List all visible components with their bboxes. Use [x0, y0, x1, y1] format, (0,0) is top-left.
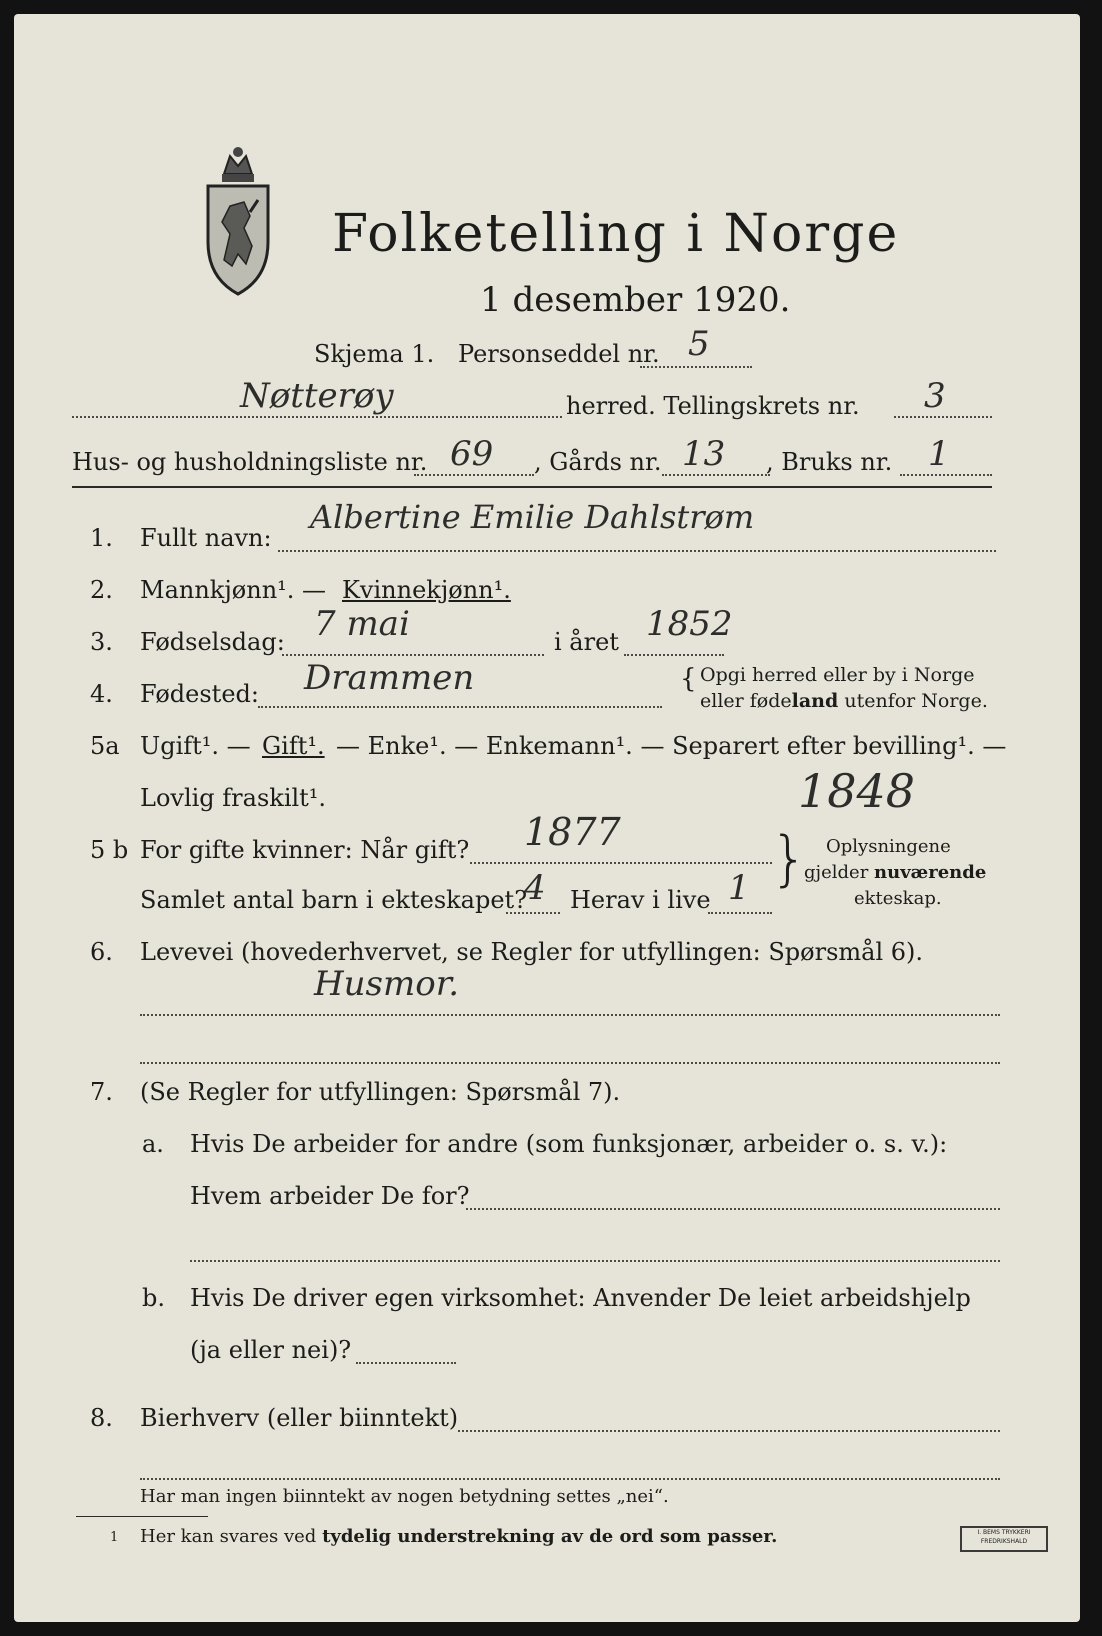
q4-label: Fødested: — [140, 680, 259, 708]
q5a-annotation: 1848 — [798, 764, 916, 818]
q7a-text: Hvis De arbeider for andre (som funksjonær, arbeider o. s. v.): — [190, 1130, 948, 1158]
bruks-number: 1 — [928, 434, 950, 474]
herred-label: herred. Tellingskrets nr. — [566, 392, 860, 420]
q7-label: (Se Regler for utfyllingen: Spørsmål 7). — [140, 1078, 621, 1106]
q7b-line — [356, 1362, 456, 1364]
hus-line — [414, 474, 534, 476]
footnote-text-part-b: tydelig understrekning av de ord som passer. — [322, 1526, 778, 1547]
q6-line1 — [140, 1014, 1000, 1016]
q4-note-part-a: eller føde — [700, 690, 792, 712]
norway-coat-of-arms-icon — [200, 142, 276, 298]
q5a-number: 5a — [90, 732, 120, 760]
header-divider — [72, 486, 992, 488]
footnote-text-part-a: Her kan svares ved — [140, 1526, 323, 1547]
q4-note-line1: Opgi herred eller by i Norge — [700, 664, 975, 686]
herred-line — [72, 416, 562, 418]
q5a-married: Gift¹. — [262, 732, 325, 760]
q8-number: 8. — [90, 1404, 113, 1432]
gards-number: 13 — [682, 434, 726, 474]
q5b-married-when-label: For gifte kvinner: Når gift? — [140, 836, 470, 864]
census-form-sheet — [14, 14, 1080, 1622]
footnote-text — [140, 1526, 777, 1547]
personseddel-label: Personseddel nr. — [458, 340, 660, 368]
tellingskrets-number: 3 — [924, 376, 946, 416]
q7b-text2: (ja eller nei)? — [190, 1336, 352, 1364]
occupation-value: Husmor. — [314, 964, 460, 1004]
hus-number: 69 — [450, 434, 494, 474]
q5b-note-part-a: gjelder — [804, 862, 869, 883]
q5b-note-part-b: nuværende — [874, 862, 987, 883]
married-year-value: 1877 — [524, 810, 621, 854]
q3-year-line — [624, 654, 724, 656]
census-date: 1 desember 1920. — [480, 280, 791, 320]
q7a-letter: a. — [142, 1130, 164, 1158]
gards-line — [662, 474, 770, 476]
q3-line — [282, 654, 544, 656]
q8-label: Bierhverv (eller biinntekt) — [140, 1404, 459, 1432]
q6-number: 6. — [90, 938, 113, 966]
children-alive-value: 1 — [728, 868, 750, 908]
q5b-note-line3: ekteskap. — [854, 888, 942, 909]
q5b-number: 5 b — [90, 836, 129, 864]
q2-male: Mannkjønn¹. — — [140, 576, 327, 604]
q3-label: Fødselsdag: — [140, 628, 285, 656]
skjema-label: Skjema 1. — [314, 340, 435, 368]
q7b-text: Hvis De driver egen virksomhet: Anvender De leiet arbeidshjelp — [190, 1284, 971, 1312]
q7a-line2 — [190, 1260, 1000, 1262]
gards-label: , Gårds nr. — [534, 448, 662, 476]
q2-female: Kvinnekjønn¹. — [342, 576, 511, 604]
bruks-line — [900, 474, 992, 476]
q1-number: 1. — [90, 524, 113, 552]
q8-line2 — [140, 1478, 1000, 1480]
q5a-divorced: Lovlig fraskilt¹. — [140, 784, 327, 812]
q5b-children-line — [506, 912, 560, 914]
q7-number: 7. — [90, 1078, 113, 1106]
children-total-value: 4 — [524, 868, 546, 908]
biinntekt-note: Har man ingen biinntekt av nogen betydning settes „nei“. — [140, 1486, 669, 1507]
q5b-alive-label: Herav i live — [570, 886, 711, 914]
q5a-other-options: — Enke¹. — Enkemann¹. — Separert efter bevilling¹. — — [336, 732, 1007, 760]
birthday-value: 7 mai — [314, 604, 410, 644]
q4-note-part-b: land — [791, 690, 839, 712]
q4-number: 4. — [90, 680, 113, 708]
herred-value: Nøtterøy — [240, 376, 394, 416]
q7a-text2: Hvem arbeider De for? — [190, 1182, 470, 1210]
birth-year-value: 1852 — [646, 604, 733, 644]
stamp-line1: I. BEMS TRYKKERI — [977, 1529, 1031, 1536]
q3-year-label: i året — [554, 628, 619, 656]
q7b-letter: b. — [142, 1284, 165, 1312]
tellingskrets-line — [894, 416, 992, 418]
q5b-alive-line — [708, 912, 772, 914]
form-title: Folketelling i Norge — [332, 204, 900, 264]
q5a-unmarried: Ugift¹. — — [140, 732, 251, 760]
stamp-line2: FREDRIKSHALD — [980, 1538, 1028, 1545]
footnote-divider — [76, 1516, 208, 1517]
q1-label: Fullt navn: — [140, 524, 272, 552]
q4-note-part-c: utenfor Norge. — [838, 690, 988, 712]
bruks-label: , Bruks nr. — [766, 448, 893, 476]
full-name-value: Albertine Emilie Dahlstrøm — [310, 498, 755, 536]
printer-stamp — [960, 1526, 1048, 1552]
personseddel-number: 5 — [688, 324, 710, 364]
footnote-number: 1 — [110, 1530, 119, 1545]
q1-line — [278, 550, 996, 552]
q5b-children-label: Samlet antal barn i ekteskapet? — [140, 886, 528, 914]
q5b-married-line — [470, 862, 772, 864]
q5b-note-line2 — [804, 862, 986, 883]
q5b-note-line1: Oplysningene — [826, 836, 951, 857]
q4-note-line2 — [700, 690, 988, 712]
q6-line2 — [140, 1062, 1000, 1064]
q3-number: 3. — [90, 628, 113, 656]
hus-label: Hus- og husholdningsliste nr. — [72, 448, 428, 476]
q6-label: Levevei (hovederhvervet, se Regler for utfyllingen: Spørsmål 6). — [140, 938, 924, 966]
q8-line1 — [458, 1430, 1000, 1432]
q4-line — [258, 706, 662, 708]
q4-brace: { — [680, 664, 697, 694]
q5b-brace: } — [770, 824, 809, 894]
q7a-line1 — [466, 1208, 1000, 1210]
q2-number: 2. — [90, 576, 113, 604]
personseddel-line — [640, 366, 752, 368]
birthplace-value: Drammen — [304, 658, 475, 698]
